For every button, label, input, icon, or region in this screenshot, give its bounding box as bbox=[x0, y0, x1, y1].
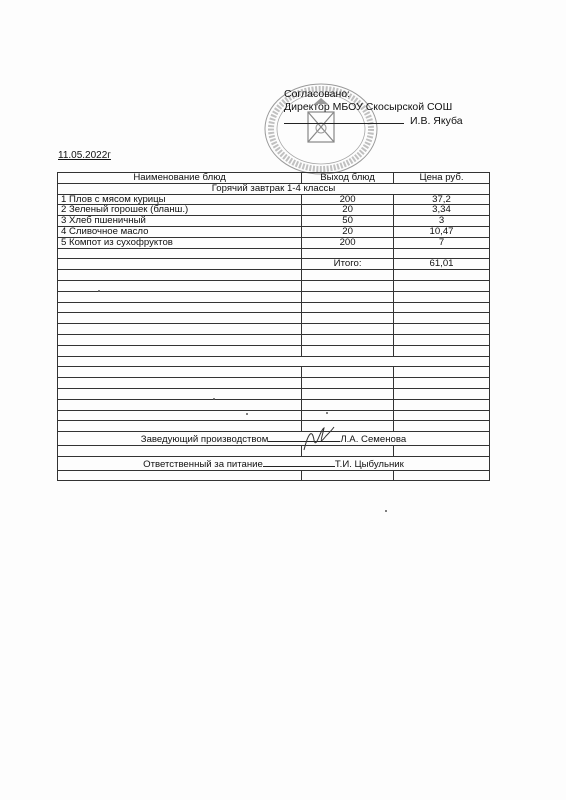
empty-row bbox=[58, 367, 490, 378]
section-row bbox=[58, 183, 490, 194]
dish-name: 5 Компот из сухофруктов bbox=[58, 237, 302, 248]
production-head-label: Заведующий производством bbox=[140, 434, 269, 446]
empty-row bbox=[58, 345, 490, 356]
table-header-row bbox=[58, 173, 490, 184]
empty-row bbox=[58, 291, 490, 302]
dish-portion: 200 bbox=[302, 194, 394, 205]
signature-line bbox=[284, 114, 404, 124]
empty-row bbox=[58, 248, 490, 259]
total-value: 61,01 bbox=[393, 259, 489, 270]
scan-speck bbox=[213, 398, 215, 400]
empty-row bbox=[58, 356, 490, 367]
empty-row bbox=[58, 324, 490, 335]
scan-speck bbox=[385, 510, 387, 512]
dish-portion: 20 bbox=[302, 226, 394, 237]
approval-signature-line bbox=[284, 114, 474, 128]
table-row bbox=[58, 216, 490, 227]
scan-speck bbox=[246, 413, 248, 415]
dish-portion: 50 bbox=[302, 216, 394, 227]
empty-row bbox=[58, 378, 490, 389]
menu-table bbox=[57, 172, 490, 481]
dish-portion: 200 bbox=[302, 237, 394, 248]
total-row bbox=[58, 259, 490, 270]
signature-row bbox=[58, 432, 490, 446]
approval-position: Директор МБОУ Скосырской СОШ bbox=[284, 101, 453, 113]
dish-name: 1 Плов с мясом курицы bbox=[58, 194, 302, 205]
dish-name: 3 Хлеб пшеничный bbox=[58, 216, 302, 227]
dish-price: 10,47 bbox=[393, 226, 489, 237]
empty-row bbox=[58, 421, 490, 432]
empty-row bbox=[58, 270, 490, 281]
empty-row bbox=[58, 470, 490, 481]
signature-row bbox=[58, 456, 490, 470]
dish-price: 7 bbox=[393, 237, 489, 248]
food-responsible-name: Т.И. Цыбульник bbox=[334, 458, 404, 470]
production-head-name: Л.А. Семенова bbox=[340, 434, 407, 446]
dish-portion: 20 bbox=[302, 205, 394, 216]
empty-row bbox=[58, 280, 490, 291]
empty-row bbox=[58, 410, 490, 421]
scan-speck bbox=[326, 412, 328, 414]
table-row bbox=[58, 205, 490, 216]
production-head-signature bbox=[58, 432, 490, 446]
header-dish-name: Наименование блюд bbox=[58, 173, 302, 184]
dish-name: 4 Сливочное масло bbox=[58, 226, 302, 237]
total-label: Итого: bbox=[302, 259, 394, 270]
approval-block bbox=[284, 88, 474, 128]
approval-title: Согласовано: bbox=[284, 88, 351, 100]
header-price: Цена руб. bbox=[393, 173, 489, 184]
table-row bbox=[58, 194, 490, 205]
empty-row bbox=[58, 445, 490, 456]
empty-row bbox=[58, 302, 490, 313]
dish-price: 37,2 bbox=[393, 194, 489, 205]
food-responsible-label: Ответственный за питание bbox=[143, 458, 263, 470]
approval-signer: И.В. Якуба bbox=[410, 115, 463, 127]
empty-row bbox=[58, 313, 490, 324]
table-row bbox=[58, 226, 490, 237]
signature-line bbox=[263, 457, 335, 467]
header-portion: Выход блюд bbox=[302, 173, 394, 184]
empty-row bbox=[58, 399, 490, 410]
dish-name: 2 Зеленый горошек (бланш.) bbox=[58, 205, 302, 216]
dish-price: 3 bbox=[393, 216, 489, 227]
dish-price: 3,34 bbox=[393, 205, 489, 216]
empty-row bbox=[58, 334, 490, 345]
section-title: Горячий завтрак 1-4 классы bbox=[58, 183, 490, 194]
table-row bbox=[58, 237, 490, 248]
handwritten-signature bbox=[300, 424, 336, 454]
food-responsible-signature bbox=[58, 456, 490, 470]
empty-row bbox=[58, 388, 490, 399]
document-date: 11.05.2022г bbox=[58, 150, 111, 161]
scan-speck bbox=[98, 290, 100, 292]
